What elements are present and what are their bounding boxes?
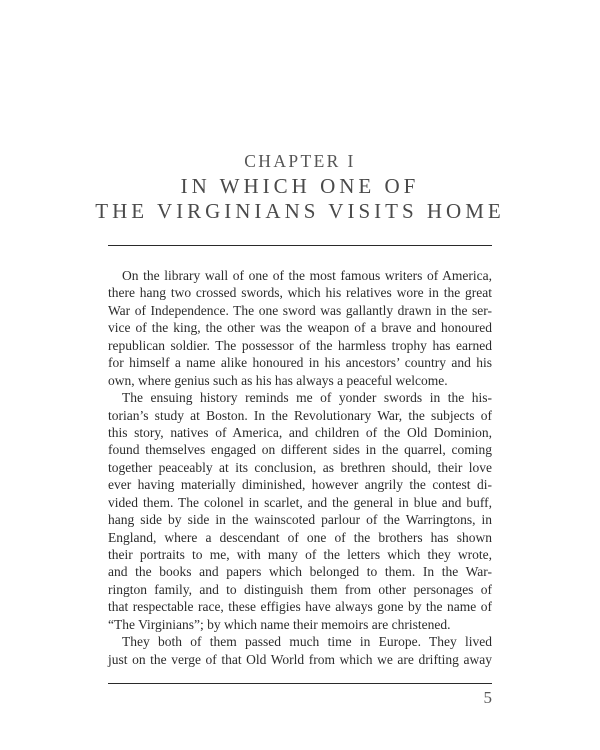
- paragraph-1: [108, 267, 492, 389]
- text-line: The ensuing history reminds me of yonder swords in the his-: [122, 390, 492, 406]
- text-line: torian’s study at Boston. In the Revolutionary War, the subjects of: [108, 407, 492, 423]
- chapter-label: CHAPTER I: [244, 151, 356, 171]
- paragraph-3: [108, 633, 492, 668]
- text-line: for himself a name alike honoured in his ancestors’ country and his: [108, 355, 492, 371]
- top-rule: [108, 245, 492, 246]
- text-line: vice of the king, the other was the weapon of a brave and honoured: [108, 320, 492, 336]
- text-line: there hang two crossed swords, which his relatives wore in the great: [108, 285, 492, 301]
- text-line: found themselves engaged on different sides in the quarrel, coming: [108, 442, 492, 458]
- chapter-body: [108, 267, 492, 668]
- text-line: just on the verge of that Old World from which we are drifting away: [108, 651, 492, 667]
- paragraph-2: [108, 389, 492, 633]
- text-line: together peaceably at its conclusion, as brethren should, their love: [108, 459, 492, 475]
- text-line: ever having materially diminished, however angrily the contest di-: [108, 477, 492, 493]
- text-line: their portraits to me, with many of the letters which they wrote,: [108, 547, 492, 562]
- chapter-title-line-2: THE VIRGINIANS VISITS HOME: [95, 199, 505, 223]
- text-line: hang side by side in the wainscoted parlour of the Warringtons, in: [108, 512, 492, 528]
- text-line: They both of them passed much time in Europe. They lived: [122, 634, 492, 650]
- chapter-title-line-1: IN WHICH ONE OF: [180, 174, 420, 198]
- text-line: On the library wall of one of the most famous writers of America,: [122, 268, 492, 283]
- page-number: 5: [483, 688, 492, 707]
- text-line: that respectable race, these effigies have always gone by the name of: [108, 599, 492, 615]
- text-line: rington family, and to distinguish them from other personages of: [108, 581, 492, 597]
- text-line: “The Virginians”; by which name their memoirs are christened.: [108, 616, 451, 632]
- text-line: own, where genius such as his has always a peaceful welcome.: [108, 372, 448, 388]
- text-line: vided them. The colonel in scarlet, and the general in blue and buff,: [108, 494, 492, 510]
- text-line: republican soldier. The possessor of the harmless trophy has earned: [108, 337, 492, 353]
- text-line: this story, natives of America, and children of the Old Dominion,: [108, 424, 492, 440]
- text-line: and the books and papers which belonged to them. In the War-: [108, 564, 492, 580]
- text-line: War of Independence. The one sword was gallantly drawn in the ser-: [108, 302, 492, 318]
- text-line: England, where a descendant of one of the brothers has shown: [108, 529, 492, 545]
- bottom-rule: [108, 683, 492, 684]
